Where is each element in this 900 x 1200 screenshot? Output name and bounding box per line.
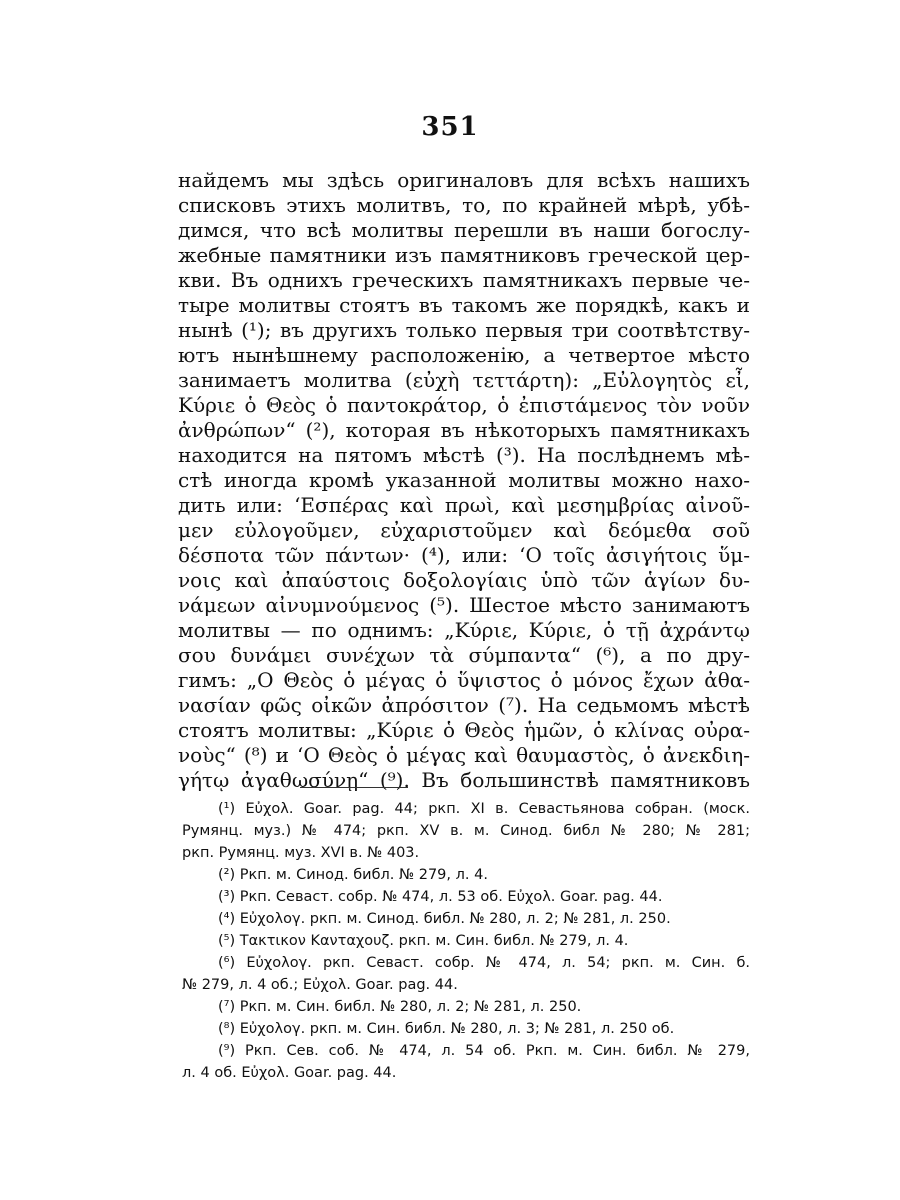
text-line: ἀνθρώπων“ (²), которая въ нѣкоторыхъ памятникахъ: [178, 418, 750, 442]
footnote-line: (⁵) Τακτικον Κανταχουζ. ркп. м. Син. библ. № 279, л. 4.: [218, 933, 629, 949]
page-number: 351: [421, 112, 479, 142]
text-line: νάμεων αἰνυμνούμενος (⁵). Шестое мѣсто занимаютъ: [178, 593, 750, 617]
text-line: μεν εὐλογοῦμεν, εὐχαριστοῦμεν καὶ δεόμεθα σοῦ: [178, 518, 750, 542]
footnote-line: (³) Ркп. Севаст. собр. № 474, л. 53 об. Εὐχολ. Goar. pag. 44.: [218, 889, 663, 905]
text-line: δέσποτα τῶν πάντων· (⁴), или: ‘Ο τοῖς ἀσιγήτοις ὕμ-: [178, 543, 750, 567]
footnote-line: (⁸) Εὐχολογ. ркп. м. Син. библ. № 280, л. 3; № 281, л. 250 об.: [218, 1021, 675, 1037]
footnote-line: ркп. Румянц. муз. XVI в. № 403.: [182, 845, 420, 861]
text-line: тыре молитвы стоятъ въ такомъ же порядкѣ, какъ и: [178, 293, 750, 317]
text-line: νοις καὶ ἀπαύστοις δοξολογίαις ὑπὸ τῶν ἁγίων δυ-: [178, 568, 750, 592]
text-line: нынѣ (¹); въ другихъ только первыя три соотвѣтству-: [178, 318, 750, 342]
text-line: γήτῳ ἀγαθωσύνῃ“ (⁹). Въ большинствѣ памятниковъ: [178, 768, 750, 792]
text-line: молитвы — по однимъ: „Κύριε, Κύριε, ὁ τῇ ἀχράντῳ: [178, 618, 750, 642]
footnote-line: (²) Ркп. м. Синод. библ. № 279, л. 4.: [218, 867, 488, 883]
text-line: находится на пятомъ мѣстѣ (³). На послѣднемъ мѣ-: [178, 443, 750, 467]
text-line: νασίαν φῶς οἰκῶν ἀπρόσιτον (⁷). На седьмомъ мѣстѣ: [178, 693, 750, 717]
text-line: кви. Въ однихъ греческихъ памятникахъ первые че-: [178, 268, 750, 292]
footnote-divider: [300, 787, 408, 788]
footnote-line: (⁹) Ркп. Сев. соб. № 474, л. 54 об. Ркп. м. Син. библ. № 279,: [218, 1043, 750, 1059]
text-line: νοὺς“ (⁸) и ‘Ο Θεὸς ὁ μέγας καὶ θαυμαστὸς, ὁ ἀνεκδιη-: [178, 743, 750, 767]
main-text: [178, 168, 750, 793]
text-line: дить или: ‘Εσπέρας καὶ πρωὶ, καὶ μεσημβρίας αἰνοῦ-: [178, 493, 750, 517]
text-line: димся, что всѣ молитвы перешли въ наши богослу-: [178, 218, 750, 242]
footnote-line: (⁶) Εὐχολογ. ркп. Севаст. собр. № 474, л. 54; ркп. м. Син. б.: [218, 955, 750, 971]
text-line: стоятъ молитвы: „Κύριε ὁ Θεὸς ἡμῶν, ὁ κλίνας οὐρα-: [178, 718, 750, 742]
text-line: ютъ нынѣшнему расположенію, а четвертое мѣсто: [178, 343, 750, 367]
footnote-line: (⁴) Εὐχολογ. ркп. м. Синод. библ. № 280, л. 2; № 281, л. 250.: [218, 911, 671, 927]
text-line: найдемъ мы здѣсь оригиналовъ для всѣхъ нашихъ: [178, 168, 750, 192]
text-line: стѣ иногда кромѣ указанной молитвы можно нахо-: [178, 468, 750, 492]
footnote-line: Румянц. муз.) № 474; ркп. XV в. м. Синод. библ № 280; № 281;: [182, 823, 750, 839]
text-line: занимаетъ молитва (εὐχὴ τεττάρτη): „Εὐλογητὸς εἶ,: [178, 368, 750, 392]
text-line: σου δυνάμει συνέχων τὰ σύμπαντα“ (⁶), а по дру-: [178, 643, 750, 667]
footnotes: [182, 798, 750, 1084]
footnote-line: л. 4 об. Εὐχολ. Goar. pag. 44.: [182, 1065, 397, 1081]
footnote-line: (⁷) Ркп. м. Син. библ. № 280, л. 2; № 281, л. 250.: [218, 999, 582, 1015]
text-line: жебные памятники изъ памятниковъ греческой цер-: [178, 243, 750, 267]
footnote-line: № 279, л. 4 об.; Εὐχολ. Goar. pag. 44.: [182, 977, 458, 993]
text-line: списковъ этихъ молитвъ, то, по крайней мѣрѣ, убѣ-: [178, 193, 750, 217]
footnote-line: (¹) Εὐχολ. Goar. pag. 44; ркп. XI в. Севастьянова собран. (моск.: [218, 801, 750, 817]
text-line: Κύριε ὁ Θεὸς ὁ παντοκράτορ, ὁ ἐπιστάμενος τὸν νοῦν: [178, 393, 750, 417]
text-line: гимъ: „Ο Θεὸς ὁ μέγας ὁ ὕψιστος ὁ μόνος ἔχων ἀθα-: [178, 668, 750, 692]
